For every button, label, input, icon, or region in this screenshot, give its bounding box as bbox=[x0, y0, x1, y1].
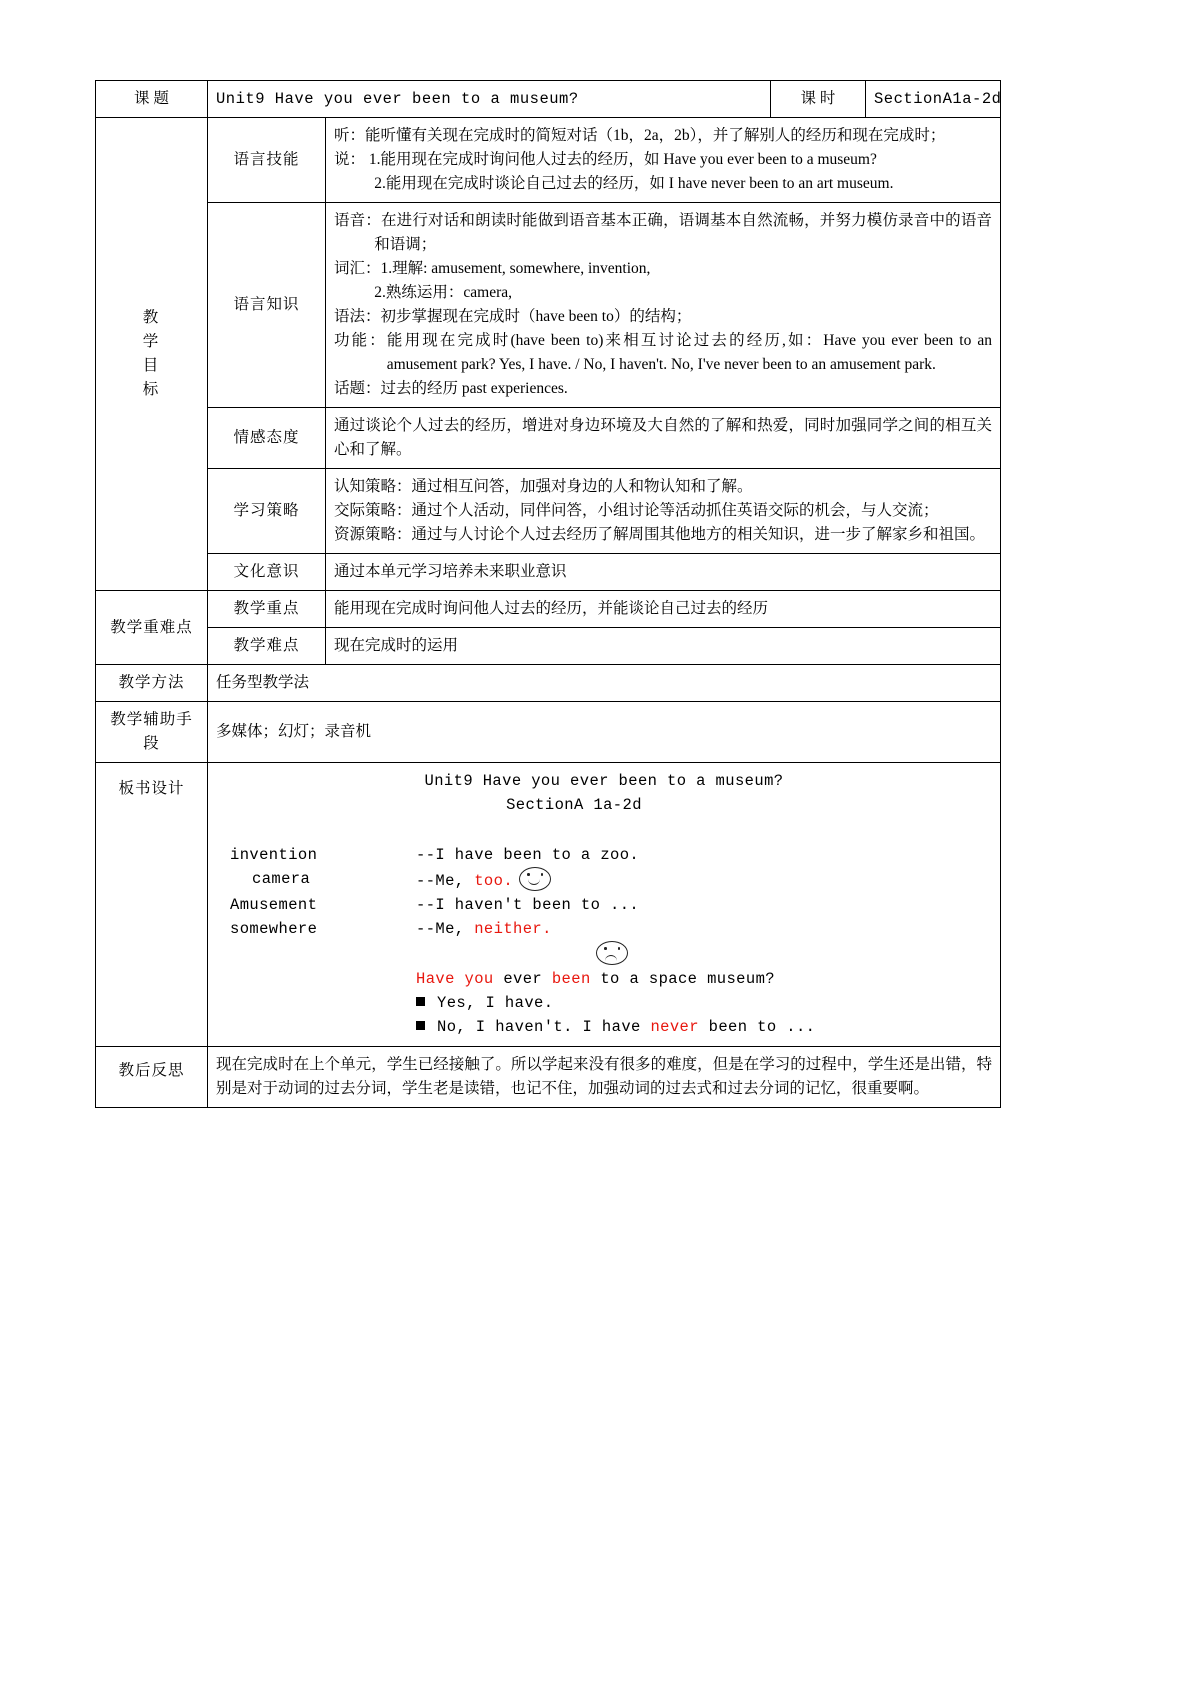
table-row-attitude bbox=[96, 408, 1001, 469]
goal-label-attitude: 情感态度 bbox=[208, 408, 326, 469]
goal-label-culture: 文化意识 bbox=[208, 554, 326, 591]
board-title-line2: SectionA 1a-2d bbox=[506, 796, 642, 815]
table-row-method bbox=[96, 665, 1001, 702]
board-vocab-amusement: Amusement bbox=[230, 896, 318, 915]
strategy-line-cognitive: 认知策略：通过相互问答，加强对身边的人和物认知和了解。 bbox=[334, 478, 753, 496]
board-question-line bbox=[216, 967, 992, 991]
goal-content-language-skills bbox=[326, 118, 1001, 203]
table-row-reflection bbox=[96, 1046, 1001, 1107]
table-row-knowledge bbox=[96, 203, 1001, 408]
table-row-culture bbox=[96, 554, 1001, 591]
board-row-4 bbox=[216, 917, 992, 941]
square-bullet-icon bbox=[416, 997, 425, 1006]
table-row-strategy bbox=[96, 469, 1001, 554]
board-dialogue-4 bbox=[416, 917, 992, 941]
method-value: 任务型教学法 bbox=[208, 665, 1001, 702]
knowledge-line-grammar: 语法：初步掌握现在完成时（have been to）的结构； bbox=[334, 308, 692, 326]
goals-label-char-3: 标 bbox=[142, 381, 161, 399]
reflection-value: 现在完成时在上个单元，学生已经接触了。所以学起来没有很多的难度，但是在学习的过程中，学生还是出错，特别是对于动词的过去分词，学生老是读错，也记不住，加强动词的过去式和过去分词的记忆，很重要啊。 bbox=[208, 1046, 1001, 1107]
board-dialogue-1: --I have been to a zoo. bbox=[416, 846, 640, 865]
table-row-board-design bbox=[96, 763, 1001, 1046]
goal-content-attitude: 通过谈论个人过去的经历，增进对身边环境及大自然的了解和热爱，同时加强同学之间的相互关心和了解。 bbox=[326, 408, 1001, 469]
board-row-1 bbox=[216, 843, 992, 867]
key-difficulty-label: 教学重难点 bbox=[96, 591, 208, 665]
board-design-content bbox=[208, 763, 1001, 1046]
board-answer-2-post: been to ... bbox=[698, 1018, 816, 1037]
period-label: 课 时 bbox=[771, 81, 866, 118]
goal-label-language-knowledge: 语言知识 bbox=[208, 203, 326, 408]
key-point-label: 教学重点 bbox=[208, 591, 326, 628]
table-row-topic bbox=[96, 81, 1001, 118]
board-title-line1: Unit9 Have you ever been to a museum? bbox=[424, 772, 784, 791]
strategy-line-resource: 资源策略：通过与人讨论个人过去经历了解周围其他地方的相关知识，进一步了解家乡和祖国。 bbox=[334, 526, 986, 544]
board-question-red-1: Have you bbox=[416, 970, 494, 989]
knowledge-line-topic: 话题：过去的经历 past experiences. bbox=[334, 380, 568, 398]
board-answer-1-text: Yes, I have. bbox=[437, 994, 554, 1013]
board-dialogue-2-red: too. bbox=[474, 872, 514, 891]
board-design-label: 板书设计 bbox=[96, 763, 208, 1046]
board-vocab-invention: invention bbox=[230, 846, 318, 865]
method-label: 教学方法 bbox=[96, 665, 208, 702]
goal-content-learning-strategy bbox=[326, 469, 1001, 554]
knowledge-line-vocab-2: 2.熟练运用：camera, bbox=[374, 284, 513, 302]
board-question-red-2: been bbox=[551, 970, 591, 989]
board-row-3 bbox=[216, 893, 992, 917]
knowledge-line-vocab-1: 词汇：1.理解: amusement, somewhere, invention, bbox=[334, 260, 651, 278]
board-row-2 bbox=[216, 867, 992, 893]
smiley-sad-wrap bbox=[216, 941, 992, 967]
difficult-point-label: 教学难点 bbox=[208, 628, 326, 665]
board-dialogue-4-red: neither. bbox=[474, 920, 552, 939]
board-vocab-camera: camera bbox=[252, 870, 311, 889]
skills-line-listen: 听：能听懂有关现在完成时的简短对话（1b，2a，2b），并了解别人的经历和现在完成时； bbox=[334, 127, 946, 145]
knowledge-line-function: 功能：能用现在完成时(have been to)来相互讨论过去的经历,如：Have you ever been to an amusement park? Yes, I have. / No, I haven't. No, I've never been to an amusement park. bbox=[334, 332, 992, 374]
table-row-key-point bbox=[96, 591, 1001, 628]
board-answer-2-red: never bbox=[650, 1018, 699, 1037]
knowledge-line-phonetics: 语音：在进行对话和朗读时能做到语音基本正确，语调基本自然流畅，并努力模仿录音中的语音和语调； bbox=[334, 212, 992, 254]
board-question-tail: to a space museum? bbox=[590, 970, 775, 989]
strategy-line-communicative: 交际策略：通过个人活动，同伴问答，小组讨论等活动抓住英语交际的机会，与人交流； bbox=[334, 502, 939, 520]
skills-line-speak-1: 说： 1.能用现在完成时询问他人过去的经历，如 Have you ever been to a museum? bbox=[334, 151, 877, 169]
goals-label-char-1: 学 bbox=[142, 333, 161, 351]
topic-value: Unit9 Have you ever been to a museum? bbox=[208, 81, 771, 118]
board-vocab-somewhere: somewhere bbox=[230, 920, 318, 939]
goal-label-language-skills: 语言技能 bbox=[208, 118, 326, 203]
board-dialogue-grid bbox=[216, 843, 992, 1039]
aids-value: 多媒体；幻灯；录音机 bbox=[208, 702, 1001, 763]
difficult-point-value: 现在完成时的运用 bbox=[326, 628, 1001, 665]
goal-content-culture: 通过本单元学习培养未来职业意识 bbox=[326, 554, 1001, 591]
goal-content-language-knowledge bbox=[326, 203, 1001, 408]
goals-label-char-0: 教 bbox=[142, 309, 161, 327]
goals-label-char-2: 目 bbox=[142, 357, 161, 375]
aids-label: 教学辅助手段 bbox=[96, 702, 208, 763]
board-answer-2-pre: No, I haven't. I have bbox=[437, 1018, 651, 1037]
teaching-goals-label bbox=[96, 118, 208, 591]
period-value: SectionA1a-2d bbox=[866, 81, 1001, 118]
board-answer-1 bbox=[216, 991, 992, 1015]
smiley-sad-icon bbox=[596, 941, 628, 965]
smiley-happy-icon bbox=[519, 867, 551, 891]
table-row-difficult-point bbox=[96, 628, 1001, 665]
board-dialogue-2-plain: --Me, bbox=[416, 872, 475, 891]
table-row-skills bbox=[96, 118, 1001, 203]
key-point-value: 能用现在完成时询问他人过去的经历，并能谈论自己过去的经历 bbox=[326, 591, 1001, 628]
reflection-label: 教后反思 bbox=[96, 1046, 208, 1107]
lesson-plan-table bbox=[95, 80, 1001, 1108]
board-dialogue-2 bbox=[416, 867, 992, 893]
board-answer-2 bbox=[216, 1015, 992, 1039]
topic-label: 课 题 bbox=[96, 81, 208, 118]
square-bullet-icon-2 bbox=[416, 1021, 425, 1030]
board-dialogue-3: --I haven't been to ... bbox=[416, 896, 640, 915]
board-dialogue-4-plain: --Me, bbox=[416, 920, 475, 939]
goal-label-learning-strategy: 学习策略 bbox=[208, 469, 326, 554]
skills-line-speak-2: 2.能用现在完成时谈论自己过去的经历，如 I have never been to an art museum. bbox=[374, 175, 894, 193]
board-question-mid: ever bbox=[493, 970, 552, 989]
table-row-aids bbox=[96, 702, 1001, 763]
